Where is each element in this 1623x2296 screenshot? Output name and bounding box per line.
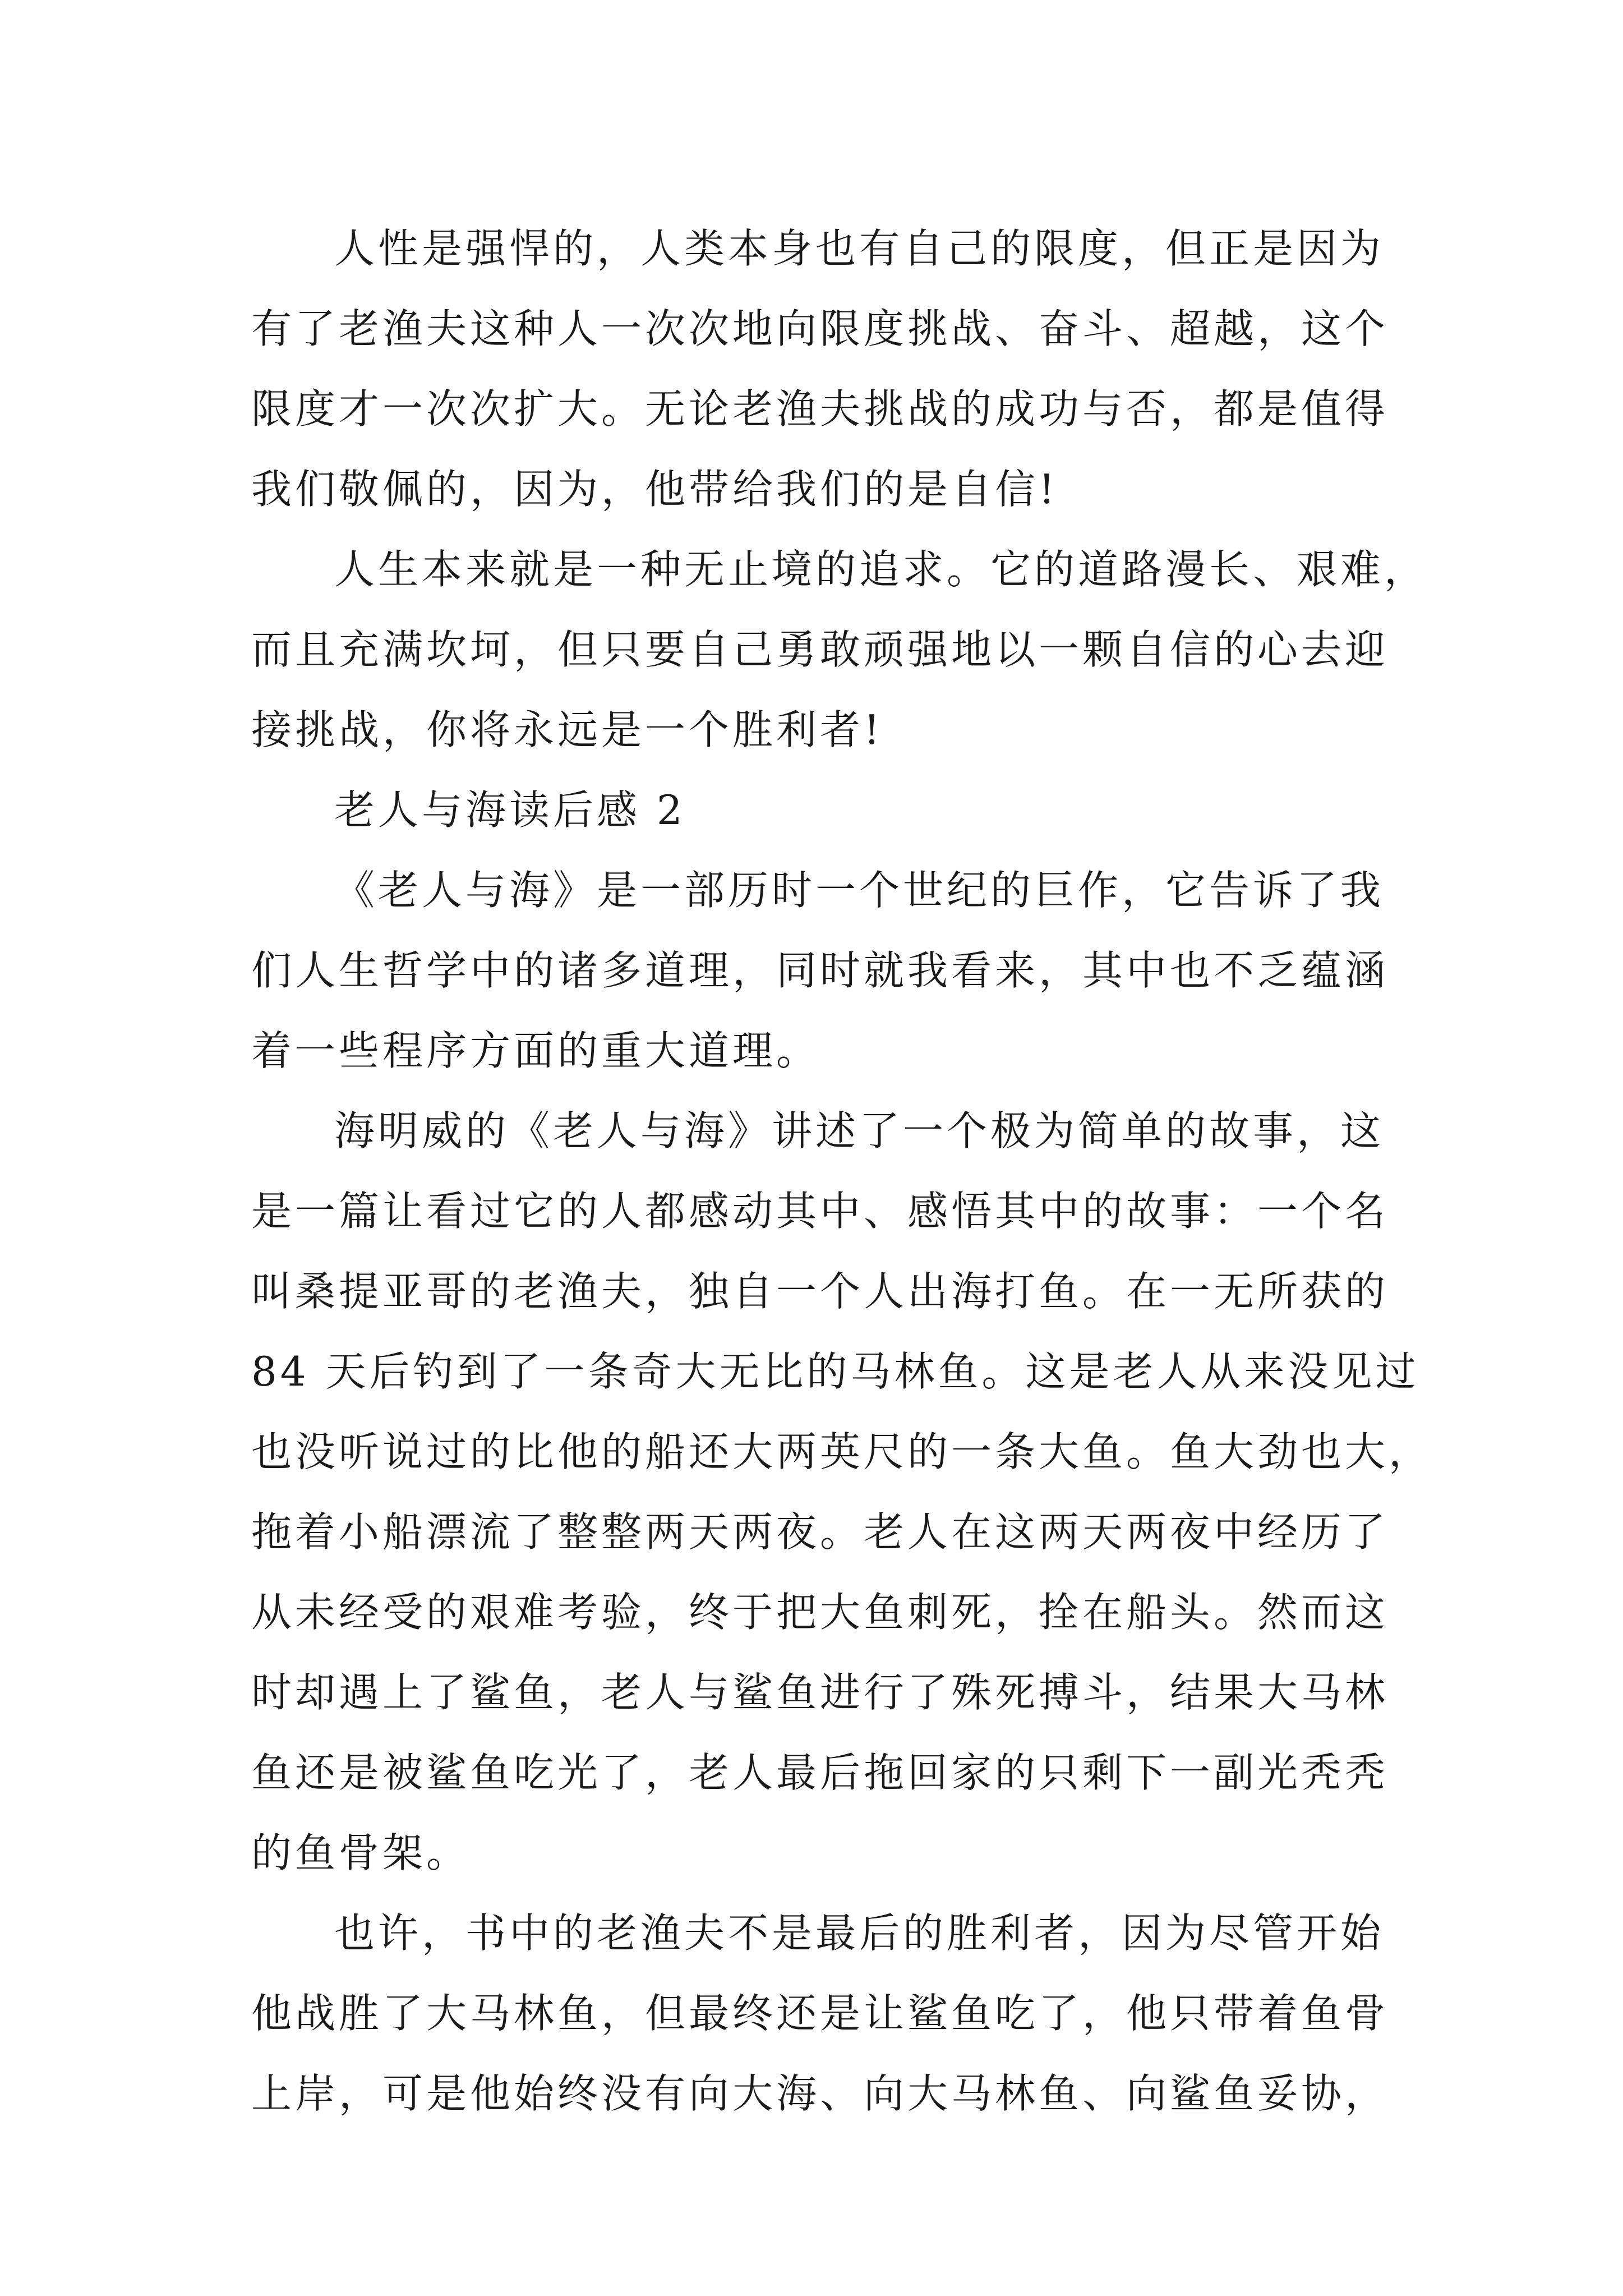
paragraph-4-line-3: 叫桑提亚哥的老渔夫，独自一个人出海打鱼。在一无所获的 (251, 1268, 1389, 1315)
paragraph-4-line-8: 时却遇上了鲨鱼，老人与鲨鱼进行了殊死搏斗，结果大马林 (251, 1669, 1389, 1716)
section-heading: 老人与海读后感 2 (334, 786, 686, 834)
paragraph-5-line-2: 他战胜了大马林鱼，但最终还是让鲨鱼吃了，他只带着鱼骨 (251, 1990, 1389, 2037)
paragraph-4-line-1: 海明威的《老人与海》讲述了一个极为简单的故事，这 (334, 1107, 1385, 1154)
paragraph-4-line-5: 也没听说过的比他的船还大两英尺的一条大鱼。鱼大劲也大， (251, 1428, 1433, 1475)
paragraph-4-line-2: 是一篇让看过它的人都感动其中、感悟其中的故事：一个名 (251, 1188, 1389, 1235)
paragraph-1-line-1: 人性是强悍的，人类本身也有自己的限度，但正是因为 (334, 225, 1385, 272)
paragraph-3-line-2: 们人生哲学中的诸多道理，同时就我看来，其中也不乏蕴涵 (251, 947, 1389, 994)
paragraph-3-line-1: 《老人与海》是一部历时一个世纪的巨作，它告诉了我 (334, 867, 1385, 914)
paragraph-4-line-7: 从未经受的艰难考验，终于把大鱼刺死，拴在船头。然而这 (251, 1589, 1389, 1636)
paragraph-4-line-10: 的鱼骨架。 (251, 1829, 471, 1876)
paragraph-1-line-3: 限度才一次次扩大。无论老渔夫挑战的成功与否，都是值得 (251, 385, 1389, 432)
paragraph-1-line-4: 我们敬佩的，因为，他带给我们的是自信! (251, 466, 1058, 513)
paragraph-3-line-3: 着一些程序方面的重大道理。 (251, 1027, 820, 1074)
paragraph-4-line-6: 拖着小船漂流了整整两天两夜。老人在这两天两夜中经历了 (251, 1508, 1389, 1556)
paragraph-5-line-1: 也许，书中的老渔夫不是最后的胜利者，因为尽管开始 (334, 1910, 1385, 1957)
paragraph-5-line-3: 上岸，可是他始终没有向大海、向大马林鱼、向鲨鱼妥协， (251, 2070, 1389, 2117)
paragraph-2-line-3: 接挑战，你将永远是一个胜利者! (251, 706, 883, 753)
document-body (251, 209, 1433, 2134)
paragraph-4-line-9: 鱼还是被鲨鱼吃光了，老人最后拖回家的只剩下一副光秃秃 (251, 1749, 1389, 1796)
paragraph-2-line-2: 而且充满坎坷，但只要自己勇敢顽强地以一颗自信的心去迎 (251, 626, 1389, 673)
paragraph-2-line-1: 人生本来就是一种无止境的追求。它的道路漫长、艰难， (334, 546, 1428, 593)
paragraph-1-line-2: 有了老渔夫这种人一次次地向限度挑战、奋斗、超越，这个 (251, 305, 1389, 352)
paragraph-4-line-4: 84 天后钓到了一条奇大无比的马林鱼。这是老人从来没见过 (251, 1348, 1419, 1395)
